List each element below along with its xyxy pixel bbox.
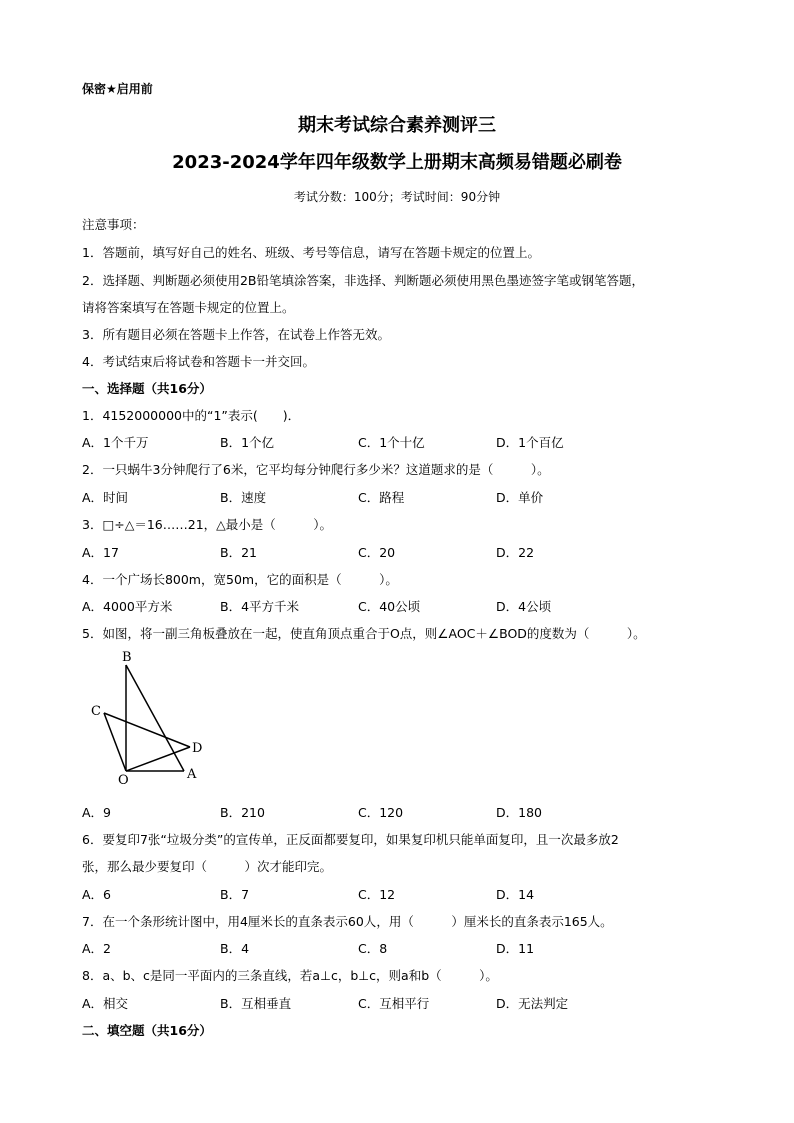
- q2-option-a: A．时间: [82, 490, 129, 505]
- question-8: 8．a、b、c是同一平面内的三条直线，若a⊥c，b⊥c，则a和b（ ）。: [82, 968, 498, 983]
- q7-option-d: D．11: [496, 941, 535, 956]
- label-b: B: [122, 650, 132, 665]
- q3-option-b: B．21: [220, 545, 257, 560]
- q8-option-b: B．互相垂直: [220, 996, 292, 1011]
- exam-title: 期末考试综合素养测评三: [298, 115, 496, 136]
- q1-option-a: A．1个千万: [82, 435, 149, 450]
- q4-option-a: A．4000平方米: [82, 599, 173, 614]
- triangle-figure: [86, 645, 216, 785]
- q4-option-b: B．4平方千米: [220, 599, 300, 614]
- q4-option-d: D．4公顷: [496, 599, 552, 614]
- q6-option-d: D．14: [496, 887, 535, 902]
- label-o: O: [118, 773, 129, 785]
- q5-option-d: D．180: [496, 805, 542, 820]
- notes-heading: 注意事项：: [82, 217, 145, 232]
- label-c: C: [91, 704, 101, 719]
- edge-od: [126, 747, 190, 771]
- q6-option-a: A．6: [82, 887, 112, 902]
- section2-heading: 二、填空题（共16分）: [82, 1023, 212, 1038]
- note-item: 3．所有题目必须在答题卡上作答，在试卷上作答无效。: [82, 327, 390, 342]
- note-item: 请将答案填写在答题卡规定的位置上。: [82, 300, 295, 315]
- confidential-label: 保密★启用前: [82, 82, 153, 96]
- question-3: 3．□÷△＝16……21，△最小是（ ）。: [82, 517, 333, 532]
- exam-subtitle: 2023-2024学年四年级数学上册期末高频易错题必刷卷: [172, 152, 622, 173]
- q3-option-c: C．20: [358, 545, 396, 560]
- q5-option-a: A．9: [82, 805, 112, 820]
- label-d: D: [192, 741, 203, 756]
- note-item: 2．选择题、判断题必须使用2B铅笔填涂答案，非选择、判断题必须使用黑色墨迹签字笔或钢笔答题，: [82, 273, 644, 288]
- question-1: 1．4152000000中的“1”表示( )．: [82, 408, 301, 423]
- q5-option-c: C．120: [358, 805, 404, 820]
- q2-option-b: B．速度: [220, 490, 267, 505]
- question-6: 6．要复印7张“垃圾分类”的宣传单，正反面都要复印，如果复印机只能单面复印，且一次最多放2: [82, 832, 619, 847]
- q1-option-d: D．1个百亿: [496, 435, 564, 450]
- q8-option-d: D．无法判定: [496, 996, 569, 1011]
- q6-option-c: C．12: [358, 887, 396, 902]
- q3-option-d: D．22: [496, 545, 535, 560]
- question-2: 2．一只蜗牛3分钟爬行了6米，它平均每分钟爬行多少米？这道题求的是（ ）。: [82, 462, 550, 477]
- question-6-cont: 张，那么最少要复印（ ）次才能印完。: [82, 859, 333, 874]
- question-5: 5．如图，将一副三角板叠放在一起，使直角顶点重合于O点，则∠AOC＋∠BOD的度数为（ ）。: [82, 626, 646, 641]
- q7-option-c: C．8: [358, 941, 388, 956]
- q1-option-b: B．1个亿: [220, 435, 275, 450]
- q1-option-c: C．1个十亿: [358, 435, 425, 450]
- q6-option-b: B．7: [220, 887, 250, 902]
- note-item: 1．答题前，填写好自己的姓名、班级、考号等信息，请写在答题卡规定的位置上。: [82, 245, 540, 260]
- label-a: A: [187, 767, 197, 782]
- question-7: 7．在一个条形统计图中，用4厘米长的直条表示60人，用（ ）厘米长的直条表示165人。: [82, 914, 613, 929]
- q5-option-b: B．210: [220, 805, 265, 820]
- q8-option-a: A．相交: [82, 996, 129, 1011]
- edge-oc: [104, 713, 126, 771]
- q2-option-d: D．单价: [496, 490, 544, 505]
- exam-info: 考试分数：100分；考试时间：90分钟: [293, 190, 501, 204]
- edge-ba: [126, 665, 184, 771]
- section1-heading: 一、选择题（共16分）: [82, 381, 212, 396]
- q8-option-c: C．互相平行: [358, 996, 430, 1011]
- question-4: 4．一个广场长800m，宽50m，它的面积是（ ）。: [82, 572, 398, 587]
- q7-option-b: B．4: [220, 941, 250, 956]
- q4-option-c: C．40公顷: [358, 599, 421, 614]
- note-item: 4．考试结束后将试卷和答题卡一并交回。: [82, 354, 315, 369]
- q3-option-a: A．17: [82, 545, 119, 560]
- q7-option-a: A．2: [82, 941, 112, 956]
- q2-option-c: C．路程: [358, 490, 405, 505]
- edge-cd: [104, 713, 190, 747]
